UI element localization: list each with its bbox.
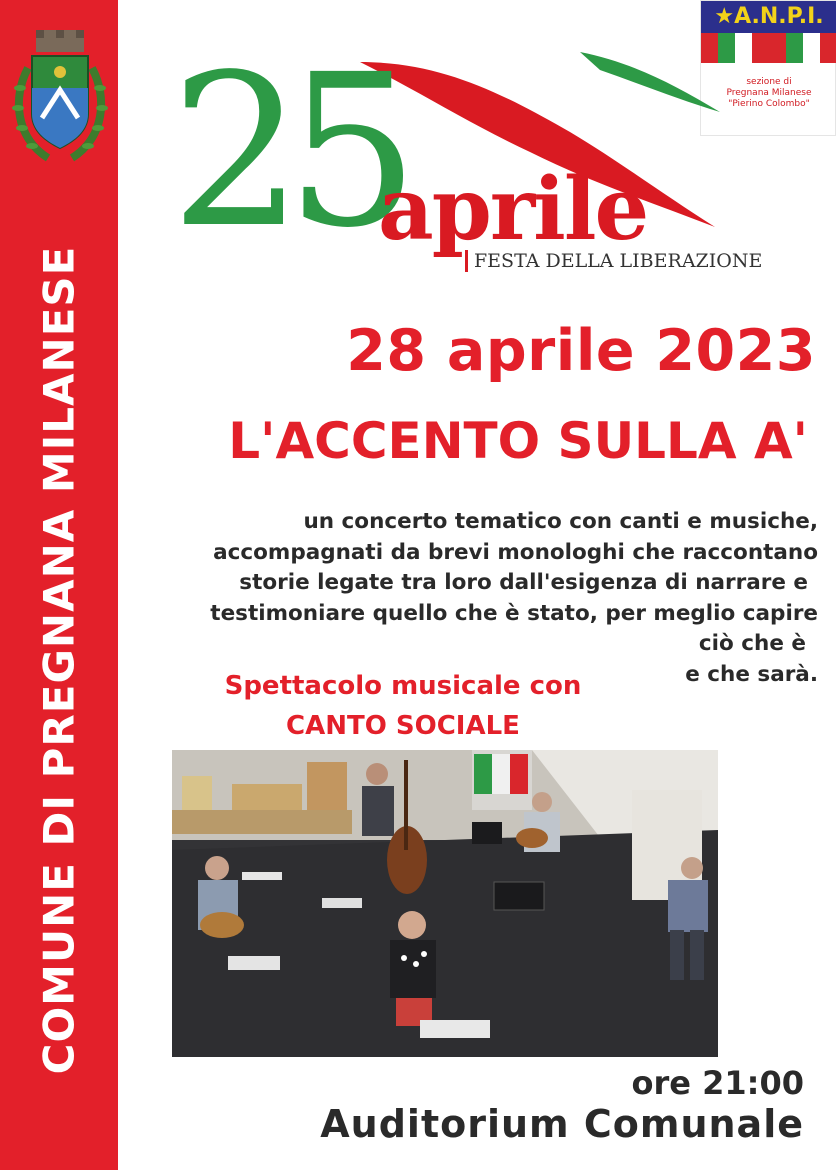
- logo-word: aprile: [378, 159, 648, 260]
- sidebar-band: [0, 0, 118, 1170]
- description-line: testimoniare quello che è stato, per meglio capire: [210, 600, 818, 626]
- festa-liberazione-logo: [170, 29, 763, 287]
- show-label: Spettacolo musicale con CANTO SOCIALE: [224, 671, 582, 741]
- logo-subtitle: FESTA DELLA LIBERAZIONE: [465, 250, 762, 272]
- event-venue: Auditorium Comunale: [320, 1102, 804, 1146]
- description-line: ciò che è: [698, 631, 806, 656]
- logo-number: 25: [170, 29, 402, 274]
- description-line: un concerto tematico con canti e musiche,: [303, 509, 818, 534]
- municipal-crest-icon: [10, 28, 110, 168]
- band-photo-illustration: [172, 750, 718, 1057]
- event-title: L'ACCENTO SULLA A': [228, 412, 808, 470]
- event-description: [138, 507, 818, 690]
- band-photo: [172, 750, 718, 1057]
- municipality-name: COMUNE DI PREGNANA MILANESE: [34, 245, 84, 1075]
- event-time: ore 21:00: [631, 1064, 804, 1102]
- anpi-section: sezione di Pregnana Milanese "Pierino Colombo": [726, 77, 812, 109]
- description-line: accompagnati da brevi monologhi che raccontano: [213, 539, 818, 565]
- description-line: storie legate tra loro dall'esigenza di narrare e: [239, 570, 808, 595]
- event-date: 28 aprile 2023: [346, 318, 816, 384]
- description-line: e che sarà.: [685, 661, 818, 687]
- anpi-title: ★A.N.P.I.: [701, 1, 836, 33]
